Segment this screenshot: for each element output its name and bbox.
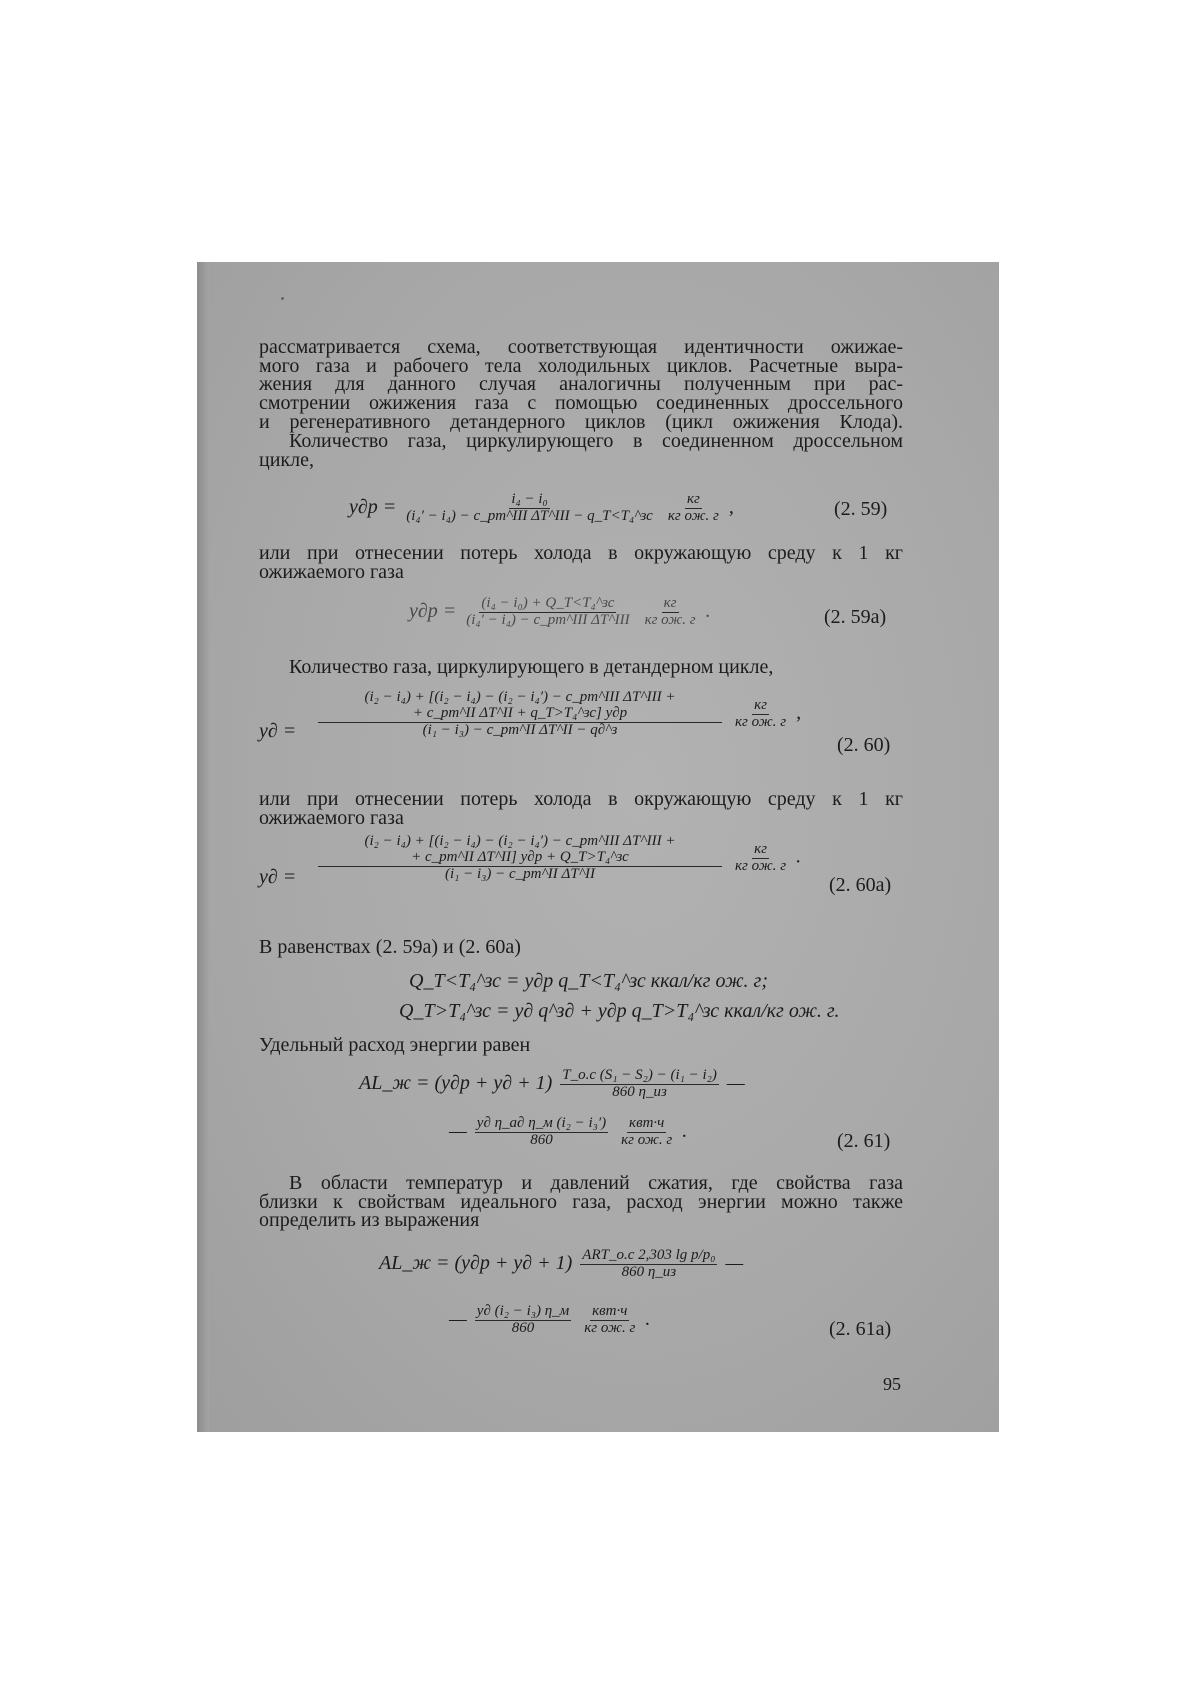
- text-line: В равенствах (2. 59а) и (2. 60а): [259, 936, 521, 958]
- text-line: рассматривается схема, соответствующая идентичности ожижае-: [259, 336, 903, 358]
- eq-tail: .: [645, 1307, 651, 1330]
- book-spine-shadow: [197, 262, 209, 1432]
- text-line: ожижаемого газа: [259, 560, 404, 583]
- text-line: или при отнесении потерь холода в окружающую среду к 1 кг: [259, 788, 903, 810]
- eq-denominator: (i₁ − i₃) − c_pm^II ΔT^II: [444, 865, 596, 882]
- paragraph-scheme-description: [259, 338, 903, 432]
- eq-dash: —: [449, 1307, 467, 1330]
- eq-lhs: y∂р =: [409, 599, 457, 622]
- equation-number: (2. 61а): [829, 1318, 892, 1340]
- paragraph-cold-losses-2: [259, 790, 903, 827]
- eq-unit-den: кг ож. г: [735, 713, 787, 730]
- eq-denominator: 860: [530, 1131, 553, 1148]
- eq-lhs: AL_ж = (y∂р + y∂ + 1): [359, 1071, 553, 1094]
- paragraph-energy-consumption: [259, 1036, 903, 1055]
- paragraph-expander-cycle: [259, 658, 903, 677]
- paragraph-throttle-cycle: [259, 432, 903, 469]
- text-line: Количество газа, циркулирующего в соединенном дроссельном: [289, 430, 903, 452]
- eq-numerator-line2: + c_pm^II ΔT^II + q_T>T₄^зс] y∂р: [318, 706, 722, 723]
- eq-denominator: (i₁ − i₃) − c_pm^II ΔT^II − q∂^з: [422, 721, 618, 738]
- text-line: смотрении ожижения газа с помощью соединенных дроссельного: [259, 392, 903, 415]
- eq-unit-num: кг: [754, 840, 767, 857]
- eq-numerator: y∂ η_а∂ η_м (i₂ − i₃′): [476, 1115, 607, 1131]
- scanned-page: [197, 262, 999, 1432]
- text-line: или при отнесении потерь холода в окружающую среду к 1 кг: [259, 542, 903, 564]
- equation-2-60: [259, 690, 903, 776]
- eq-q-line2: Q_T>T₄^зс = y∂ q^з∂ + y∂р q_T>T₄^зс ккал/кг ож. г.: [399, 1000, 840, 1022]
- text-line: Количество газа, циркулирующего в детандерном цикле,: [289, 656, 774, 678]
- eq-denominator: 860 η_из: [621, 1263, 677, 1280]
- eq-fraction: [560, 1068, 719, 1101]
- eq-fraction: [404, 492, 655, 525]
- eq-fraction: [475, 1304, 571, 1337]
- eq-numerator: ART_о.с 2,303 lg p/p₀: [582, 1247, 716, 1263]
- eq-unit-den: кг ож. г: [644, 611, 696, 628]
- eq-lhs: y∂ =: [259, 720, 297, 742]
- equation-2-60a: [259, 834, 903, 922]
- eq-dash: —: [449, 1119, 467, 1142]
- eq-lhs: AL_ж = (y∂р + y∂ + 1): [379, 1251, 573, 1274]
- equation-2-61a: [259, 1240, 903, 1360]
- eq-numerator: (i₄ − i₀) + Q_T<T₄^зс: [481, 595, 615, 611]
- eq-unit: [733, 842, 788, 875]
- eq-numerator: T_о.с (S₁ − S₂) − (i₁ − i₂): [562, 1067, 717, 1083]
- eq-denominator: 860: [511, 1319, 535, 1336]
- text-line: ожижаемого газа: [259, 806, 404, 829]
- eq-unit: [619, 1116, 674, 1149]
- paragraph-ideal-gas: [259, 1174, 903, 1230]
- equation-2-59a: [259, 588, 903, 644]
- eq-unit-num: кг: [663, 595, 677, 611]
- eq-denominator: (i₄′ − i₄) − c_pm^III ΔT^III: [466, 611, 630, 628]
- eq-denominator: (i₄′ − i₄) − c_pm^III ΔT^III − q_T<T₄^зс: [406, 507, 653, 524]
- eq-q-line1: Q_T<T₄^зс = y∂р q_T<T₄^зс ккал/кг ож. г;: [409, 970, 769, 992]
- text-line: В области температур и давлений сжатия, где свойства газа: [289, 1172, 903, 1194]
- eq-dash: —: [725, 1251, 744, 1274]
- eq-numerator-line2: + c_pm^II ΔT^II] y∂р + Q_T>T₄^зс: [318, 850, 722, 867]
- text-line: и регенеративного детандерного циклов (цикл ожижения Клода).: [259, 410, 903, 433]
- eq-tail: ,: [728, 495, 734, 518]
- equation-number: (2. 59): [834, 498, 888, 520]
- text-line: определить из выражения: [259, 1209, 480, 1232]
- equation-2-59: [259, 482, 903, 534]
- eq-numerator: y∂ (i₂ − i₃) η_м: [476, 1303, 570, 1319]
- eq-numerator-line1: (i₂ − i₄) + [(i₂ − i₄) − (i₂ − i₄′) − c_pm^III ΔT^III +: [364, 833, 676, 849]
- equation-number: (2. 60): [837, 734, 891, 756]
- eq-fraction: [464, 596, 631, 629]
- eq-unit: [582, 1304, 637, 1337]
- eq-tail: .: [796, 845, 802, 868]
- eq-tail: .: [682, 1119, 688, 1142]
- eq-lhs: y∂ =: [259, 866, 297, 888]
- eq-unit-den: кг ож. г: [735, 857, 787, 874]
- page-number: 95: [883, 1374, 901, 1394]
- equation-number: (2. 61): [837, 1130, 891, 1152]
- paragraph-in-equations: [259, 938, 903, 957]
- text-line: мого газа и рабочего тела холодильных циклов. Расчетные выра-: [259, 354, 903, 377]
- eq-unit-num: кг: [686, 491, 700, 507]
- eq-denominator: 860 η_из: [612, 1083, 667, 1100]
- eq-unit-num: квт·ч: [592, 1303, 628, 1319]
- eq-unit-num: кг: [754, 696, 767, 713]
- eq-unit: [733, 698, 788, 731]
- eq-dash: —: [726, 1071, 745, 1094]
- eq-unit-den: кг ож. г: [667, 507, 719, 524]
- equation-number: (2. 59а): [824, 606, 887, 628]
- eq-numerator-line1: (i₂ − i₄) + [(i₂ − i₄) − (i₂ − i₄′) − c_pm^III ΔT^III +: [364, 689, 676, 705]
- text-line: жения для данного случая аналогичны полученным при рас-: [259, 373, 903, 396]
- eq-fraction: [318, 690, 722, 738]
- text-line: цикле,: [259, 448, 314, 471]
- scan-speck: [281, 297, 284, 300]
- eq-fraction: [580, 1248, 717, 1281]
- eq-fraction: [475, 1116, 608, 1149]
- eq-fraction: [318, 834, 722, 882]
- eq-lhs: y∂р =: [349, 495, 397, 518]
- equation-number: (2. 60а): [829, 874, 892, 896]
- eq-unit: [666, 492, 721, 525]
- equation-q-definitions: [259, 970, 903, 1026]
- eq-tail: ,: [796, 701, 802, 724]
- text-line: Удельный расход энергии равен: [259, 1034, 531, 1056]
- paragraph-cold-losses: [259, 544, 903, 581]
- eq-unit-den: кг ож. г: [584, 1319, 636, 1336]
- eq-unit-num: квт·ч: [629, 1115, 665, 1131]
- equation-2-61: [259, 1062, 903, 1166]
- eq-tail: .: [705, 599, 711, 622]
- text-line: близки к свойствам идеального газа, расход энергии можно также: [259, 1190, 903, 1213]
- eq-unit: [643, 596, 698, 629]
- eq-unit-den: кг ож. г: [621, 1131, 673, 1148]
- eq-numerator: i₄ − i₀: [511, 491, 548, 507]
